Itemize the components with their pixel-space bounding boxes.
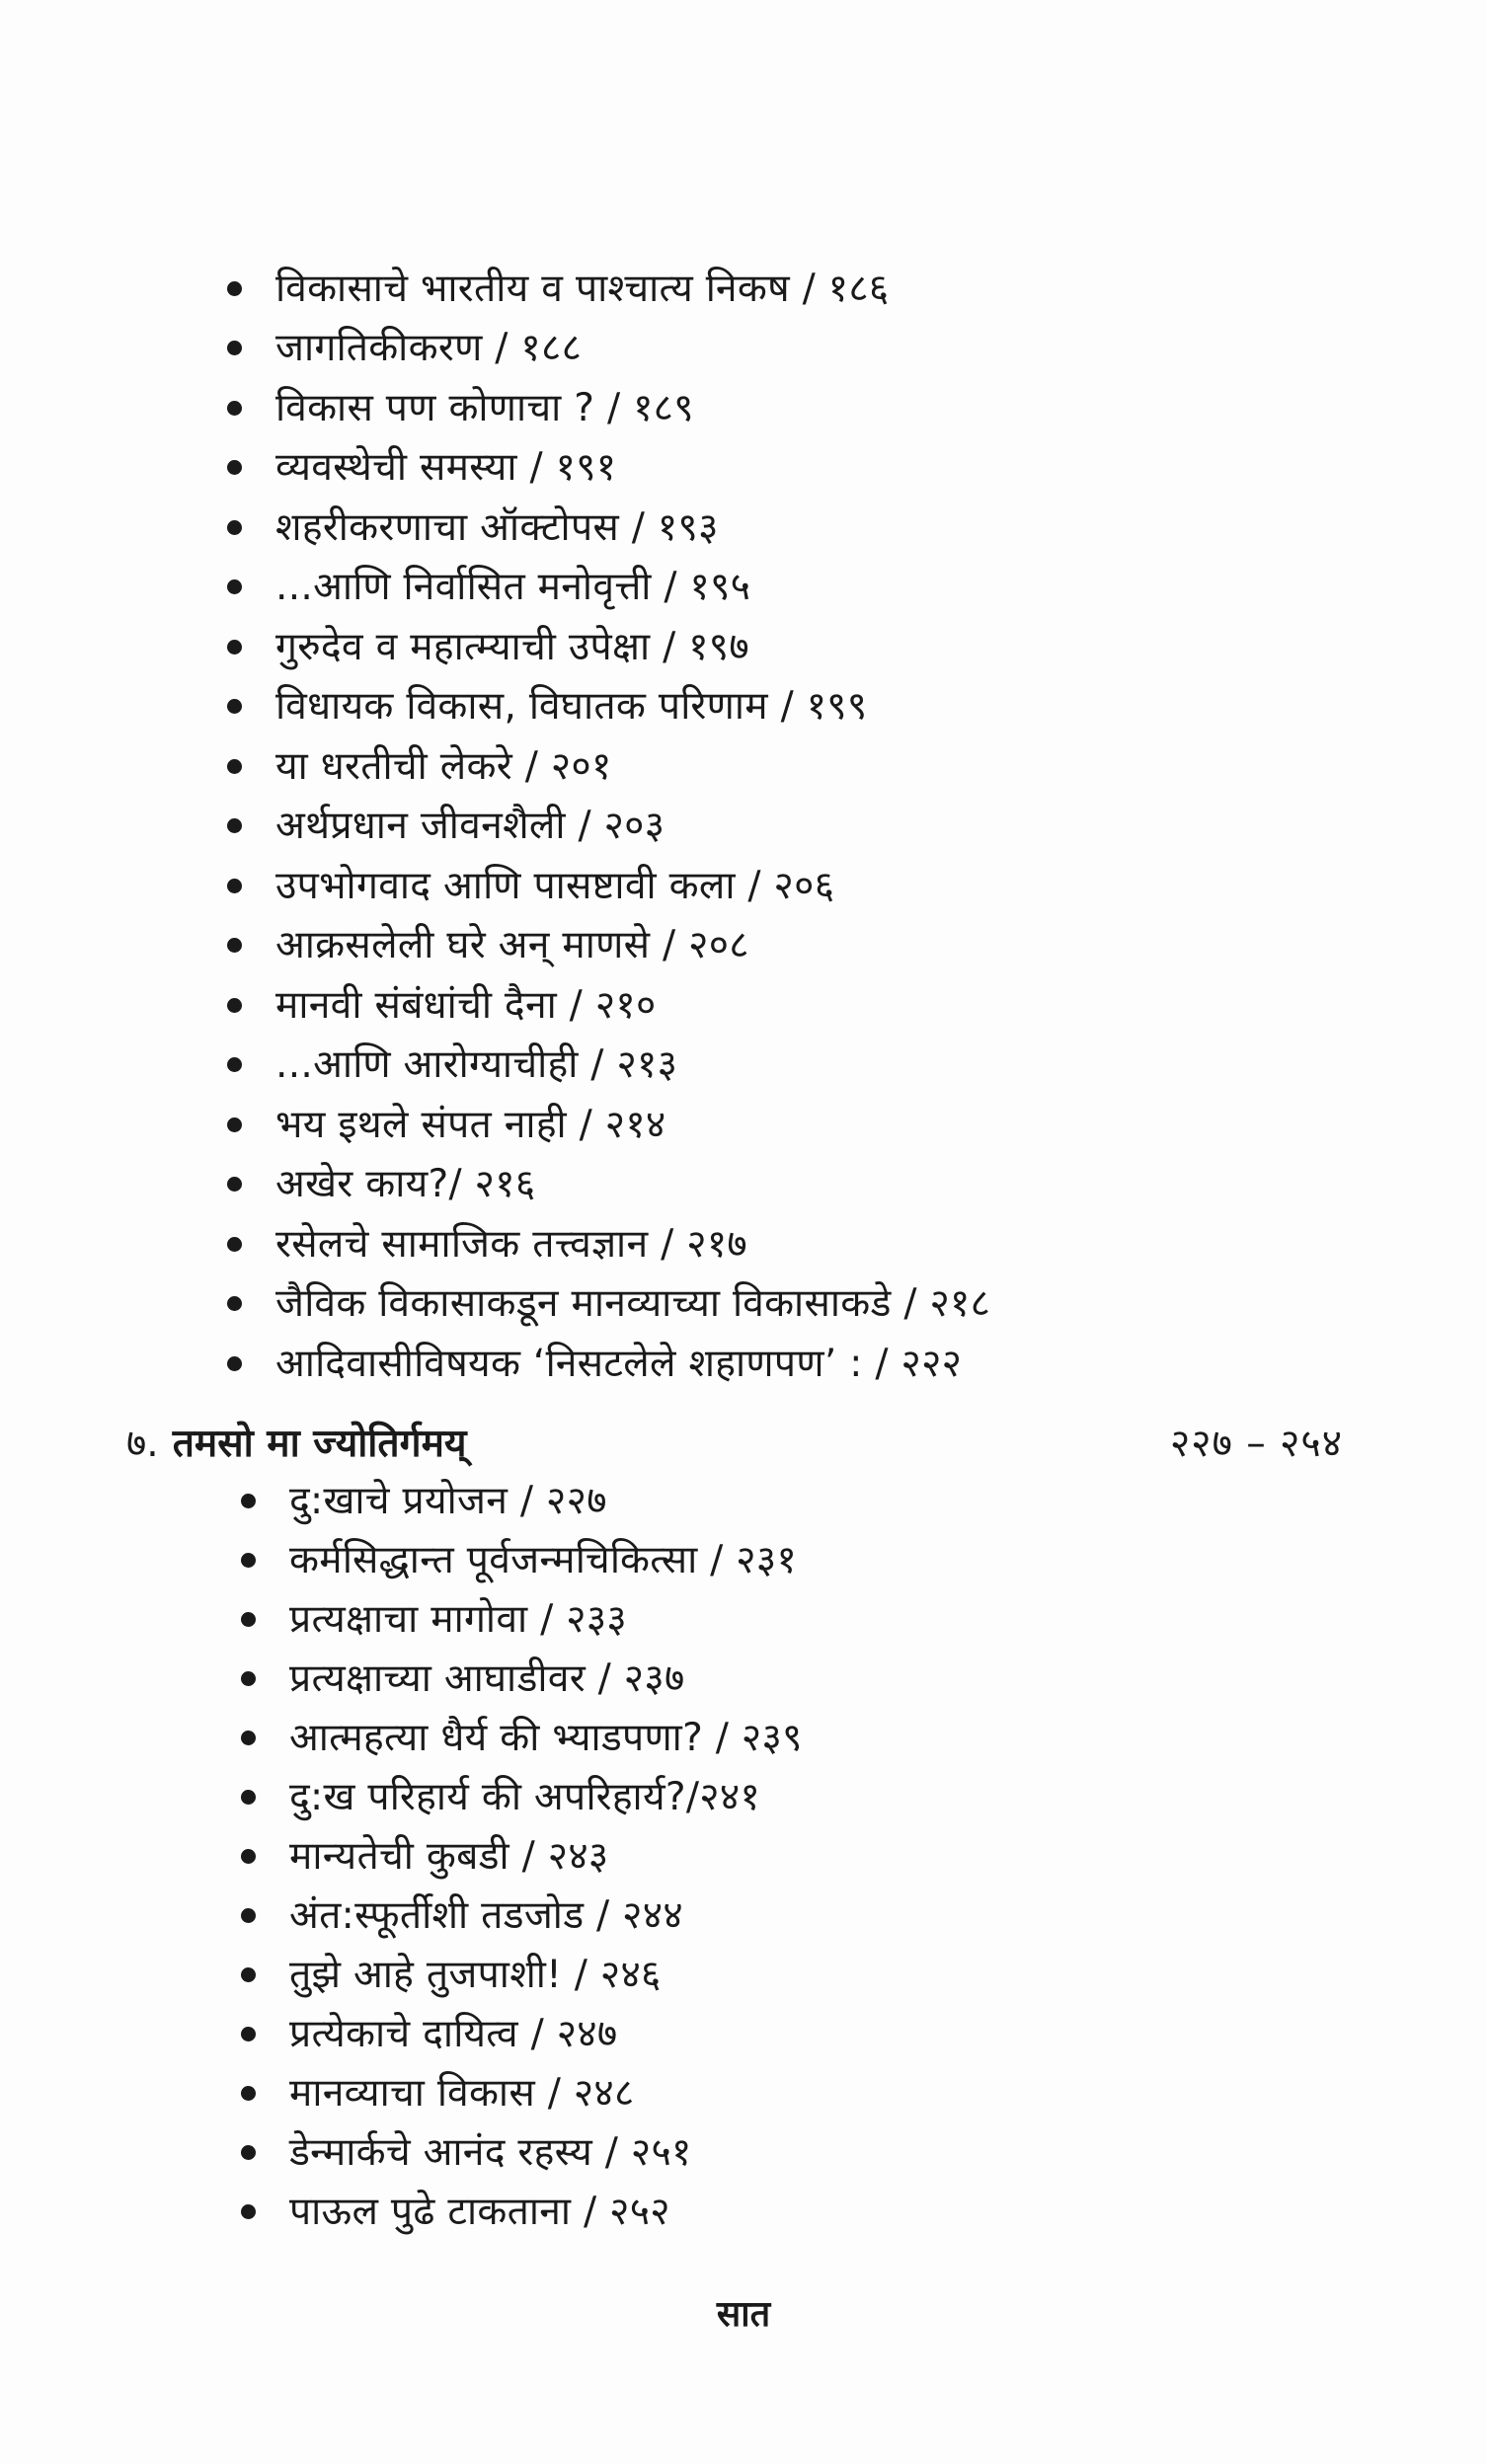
toc-list-section-6 [227,259,990,1394]
toc-entry: रसेलचे सामाजिक तत्त्वज्ञान / २१७ [275,1221,747,1267]
list-item [241,1649,803,1708]
list-item [227,319,990,379]
bullet-icon [227,460,242,475]
bullet-icon [241,1494,256,1508]
list-item [241,2122,803,2182]
toc-entry: जागतिकीकरण / १८८ [275,326,583,371]
list-item [227,1155,990,1215]
toc-entry: अंत:स्फूर्तीशी तडजोड / २४४ [289,1892,683,1938]
list-item [227,856,990,916]
list-item [241,1530,803,1589]
toc-entry: व्यवस्थेची समस्या / १९१ [275,445,617,491]
bullet-icon [241,2204,256,2219]
list-item [227,438,990,499]
bullet-icon [241,1731,256,1745]
toc-entry: मानवी संबंधांची दैना / २१० [275,982,657,1028]
bullet-icon [241,1671,256,1686]
list-item [227,1095,990,1155]
bullet-icon [241,1790,256,1805]
bullet-icon [227,1356,242,1371]
toc-entry: मान्यतेची कुबडी / २४३ [289,1833,609,1879]
toc-entry: डेन्मार्कचे आनंद रहस्य / २५१ [289,2129,692,2175]
bullet-icon [227,1057,242,1072]
list-item [227,1274,990,1335]
bullet-icon [241,2086,256,2101]
bullet-icon [241,1553,256,1568]
toc-entry: मानव्याचा विकास / २४८ [289,2070,635,2116]
bullet-icon [227,520,242,535]
toc-entry: आदिवासीविषयक ‘निसटलेले शहाणपण’ : / २२२ [275,1341,963,1386]
bullet-icon [227,401,242,416]
list-item [227,975,990,1036]
list-item [227,378,990,438]
list-item [227,1334,990,1394]
list-item [241,2182,803,2241]
list-item [227,916,990,976]
chapter-number: ७. [126,1421,159,1466]
toc-entry: जैविक विकासाकडून मानव्याच्या विकासाकडे / २१८ [275,1281,991,1327]
bullet-icon [227,1237,242,1252]
chapter-heading [126,1412,1343,1471]
bullet-icon [227,699,242,714]
toc-entry: ...आणि निर्वासित मनोवृत्ती / १९५ [275,565,751,610]
list-item [227,558,990,618]
bullet-icon [227,341,242,355]
bullet-icon [227,281,242,296]
toc-entry: ...आणि आरोग्याचीही / २१३ [275,1042,678,1088]
list-item [241,1945,803,2004]
bullet-icon [227,879,242,893]
list-item [227,259,990,319]
toc-entry: कर्मसिद्धान्त पूर्वजन्मचिकित्सा / २३१ [289,1537,798,1582]
toc-entry: अर्थप्रधान जीवनशैली / २०३ [275,804,665,849]
chapter-page-range: २२७ – २५४ [1170,1421,1343,1466]
toc-entry: अखेर काय?/ २१६ [275,1162,536,1207]
toc-entry: या धरतीची लेकरे / २०१ [275,743,612,789]
bullet-icon [227,1117,242,1132]
bullet-icon [227,938,242,953]
bullet-icon [227,998,242,1013]
bullet-icon [227,1296,242,1311]
list-item [241,1708,803,1767]
list-item [227,617,990,677]
list-item [227,797,990,857]
list-item [241,1471,803,1530]
list-item [227,677,990,737]
toc-entry: गुरुदेव व महात्म्याची उपेक्षा / १९७ [275,624,749,669]
toc-entry: आक्रसलेली घरे अन् माणसे / २०८ [275,923,749,968]
bullet-icon [241,2145,256,2160]
chapter-title: तमसो मा ज्योतिर्गमय् [172,1421,467,1466]
toc-entry: प्रत्येकाचे दायित्व / २४७ [289,2011,618,2056]
bullet-icon [241,1612,256,1627]
list-item [241,1589,803,1649]
toc-entry: उपभोगवाद आणि पासष्टावी कला / २०६ [275,863,835,908]
list-item [227,1036,990,1096]
bullet-icon [241,1849,256,1864]
bullet-icon [227,1177,242,1192]
bullet-icon [241,1908,256,1923]
bullet-icon [227,818,242,833]
bullet-icon [227,640,242,654]
toc-entry: विकास पण कोणाचा ? / १८९ [275,385,694,430]
page-number-footer: सात [716,2294,771,2335]
toc-entry: प्रत्यक्षाच्या आघाडीवर / २३७ [289,1656,685,1701]
list-item [241,2004,803,2063]
list-item [241,1826,803,1886]
list-item [241,1767,803,1826]
toc-entry: विधायक विकास, विघातक परिणाम / १९९ [275,684,868,730]
list-item [227,1214,990,1274]
list-item [227,498,990,558]
toc-entry: तुझे आहे तुजपाशी! / २४६ [289,1952,662,1997]
toc-entry: शहरीकरणाचा ऑक्टोपस / १९३ [275,504,719,550]
list-item [227,736,990,797]
bullet-icon [227,579,242,594]
bullet-icon [227,759,242,774]
bullet-icon [241,2027,256,2041]
toc-entry: प्रत्यक्षाचा मागोवा / २३३ [289,1596,627,1642]
toc-entry: भय इथले संपत नाही / २१४ [275,1102,666,1147]
list-item [241,2063,803,2122]
bullet-icon [241,1967,256,1982]
list-item [241,1886,803,1945]
toc-list-section-7 [241,1471,803,2241]
toc-entry: आत्महत्या धैर्य की भ्याडपणा? / २३९ [289,1715,803,1760]
toc-entry: दु:खाचे प्रयोजन / २२७ [289,1478,607,1523]
toc-entry: विकासाचे भारतीय व पाश्चात्य निकष / १८६ [275,266,890,311]
toc-entry: पाऊल पुढे टाकताना / २५२ [289,2189,670,2234]
toc-entry: दु:ख परिहार्य की अपरिहार्य?/२४१ [289,1774,761,1819]
